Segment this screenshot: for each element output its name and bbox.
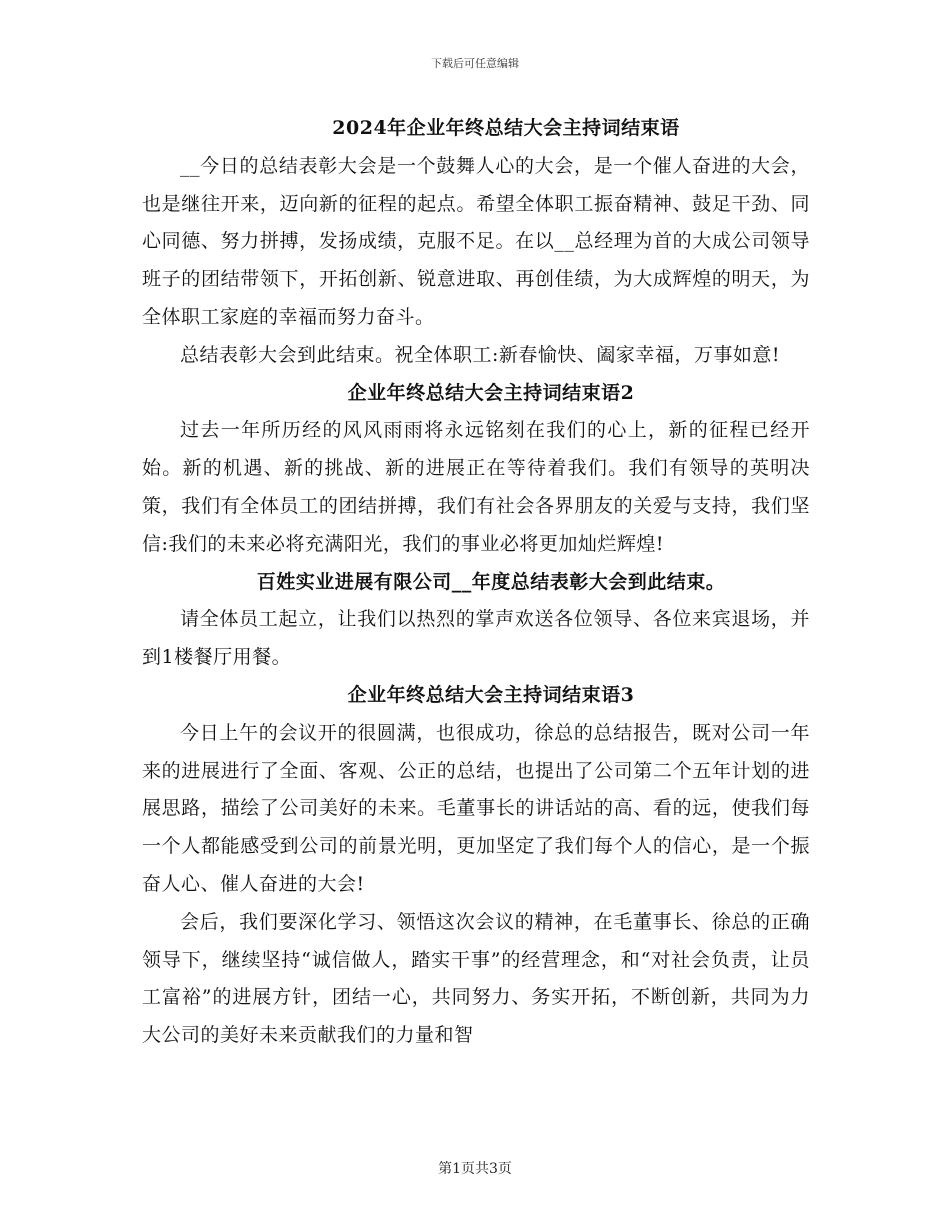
- paragraph: 会后，我们要深化学习、领悟这次会议的精神，在毛董事长、徐总的正确领导下，继续坚持“诚信做人，踏实干事”的经营理念，和“对社会负责，让员工富裕”的进展方针，团结一心，共同努力、务实开拓，不断创新，共同为力大公司的美好未来贡献我们的力量和智: [142, 910, 810, 1047]
- paragraph: 请全体员工起立，让我们以热烈的掌声欢送各位领导、各位来宾退场，并到1楼餐厅用餐。: [142, 608, 810, 669]
- section-heading: 企业年终总结大会主持词结束语3: [347, 683, 635, 706]
- section-subheading: 百姓实业进展有限公司__年度总结表彰大会到此结束。: [256, 570, 726, 593]
- paragraph: 总结表彰大会到此结束。祝全体职工:新春愉快、阖家幸福，万事如意!: [180, 343, 781, 366]
- paragraph: 过去一年所历经的风风雨雨将永远铭刻在我们的心上，新的征程已经开始。新的机遇、新的挑战、新的进展正在等待着我们。我们有领导的英明决策，我们有全体员工的团结拼搏，我们有社会各界朋友的关爱与支持，我们坚信:我们的未来必将充满阳光，我们的事业必将更加灿烂辉煌!: [142, 419, 810, 555]
- paragraph: __今日的总结表彰大会是一个鼓舞人心的大会，是一个催人奋进的大会，也是继往开来，迈向新的征程的起点。希望全体职工振奋精神、鼓足干劲、同心同德、努力拼搏，发扬成绩，克服不足。在以__总经理为首的大成公司领导班子的团结带领下，开拓创新、锐意进取、再创佳绩，为大成辉煌的明天，为全体职工家庭的幸福而努力奋斗。: [142, 154, 810, 328]
- document-title: 2024年企业年终总结大会主持词结束语: [332, 117, 680, 139]
- page-header: 下载后可任意编辑: [431, 57, 519, 70]
- paragraph: 今日上午的会议开的很圆满，也很成功，徐总的总结报告，既对公司一年来的进展进行了全面、客观、公正的总结，也提出了公司第二个五年计划的进展思路，描绘了公司美好的未来。毛董事长的讲话站的高、看的远，使我们每一个人都能感受到公司的前景光明，更加坚定了我们每个人的信心，是一个振奋人心、催人奋进的大会!: [142, 721, 810, 895]
- page-footer: 第1页共3页: [438, 1161, 512, 1177]
- section-heading: 企业年终总结大会主持词结束语2: [347, 381, 635, 404]
- document-body: [142, 110, 810, 1055]
